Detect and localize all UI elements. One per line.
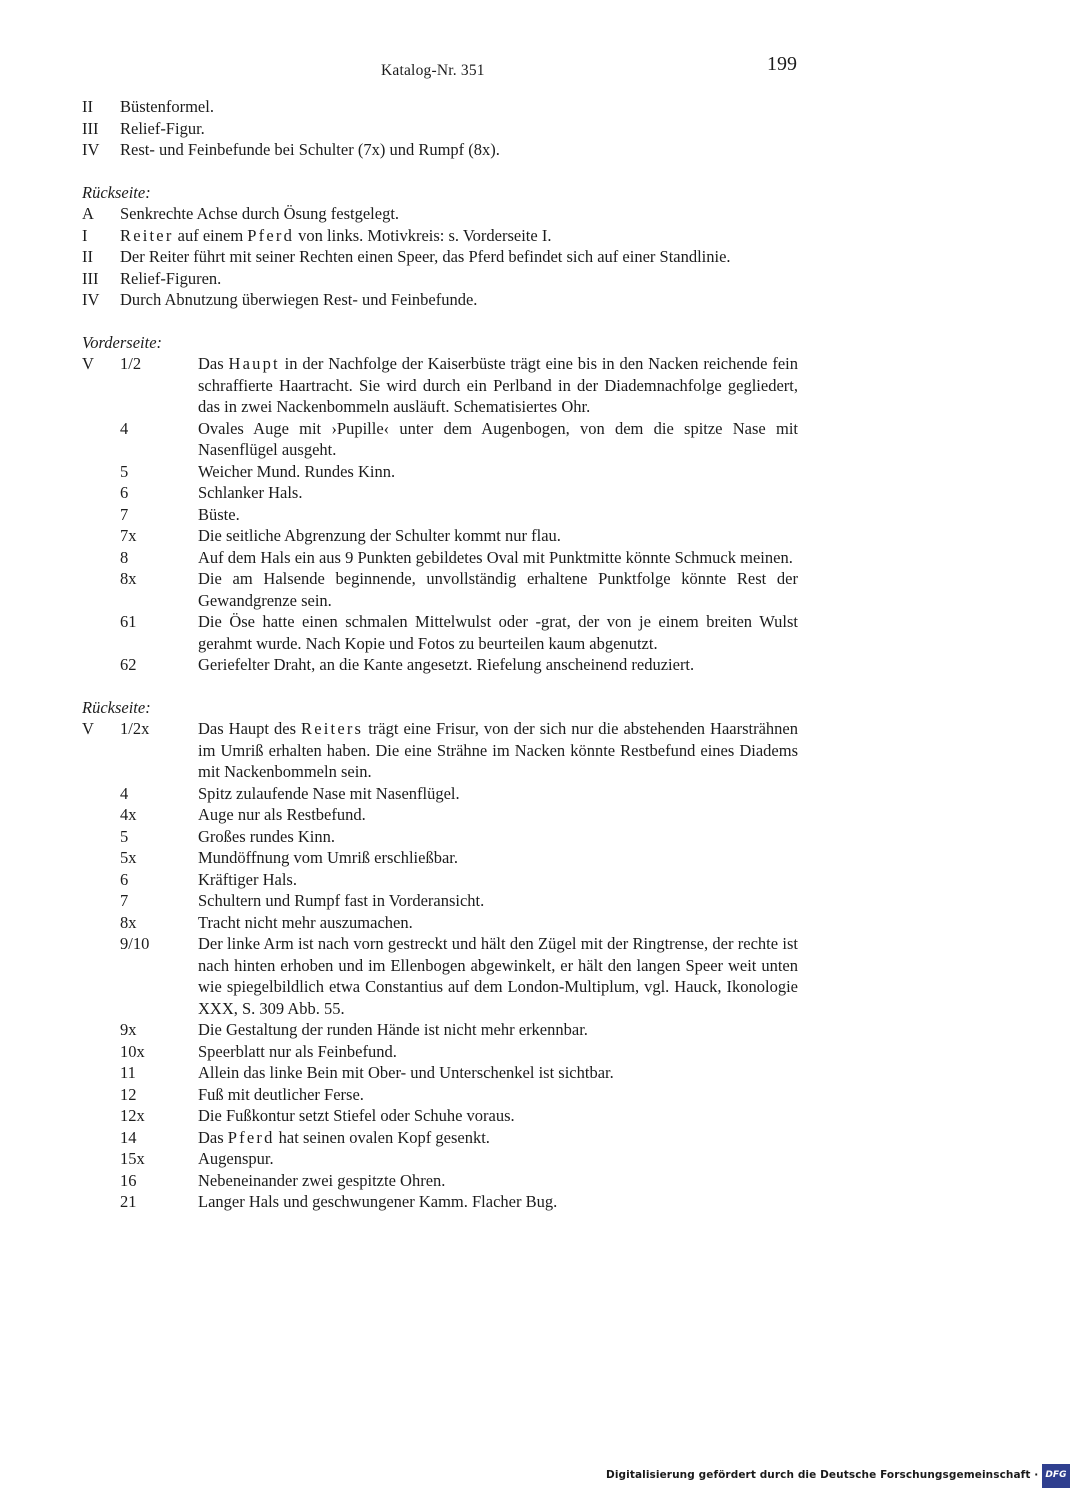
spaced-word: Haupt <box>228 354 280 373</box>
item-number: 21 <box>120 1192 137 1211</box>
item-text: Allein das linke Bein mit Ober- und Unterschenkel ist sichtbar. <box>198 1063 614 1082</box>
dfg-logo: DFG <box>1042 1464 1069 1488</box>
table-row <box>82 933 798 1019</box>
item-number: 6 <box>120 483 129 502</box>
catalog-number: Katalog-Nr. 351 <box>381 62 485 79</box>
item-number: 1/2x <box>120 719 150 738</box>
item-text: Geriefelter Draht, an die Kante angesetzt. Riefelung anscheinend reduziert. <box>198 655 695 674</box>
item-number: 10x <box>120 1041 145 1061</box>
table-row <box>82 1170 798 1192</box>
table-row <box>82 847 798 869</box>
reverse-general-list <box>82 203 798 311</box>
page-header <box>0 54 1000 84</box>
item-text: Die Fußkontur setzt Stiefel oder Schuhe voraus. <box>198 1106 515 1125</box>
spaced-word: Reiters <box>301 719 364 738</box>
item-number: 7x <box>120 526 137 545</box>
item-number: 16 <box>120 1170 137 1190</box>
item-number: 7 <box>120 891 129 910</box>
item-text: Der Reiter führt mit seiner Rechten einen Speer, das Pferd befindet sich auf einer Standlinie. <box>120 247 731 266</box>
item-text: Die seitliche Abgrenzung der Schulter kommt nur flau. <box>198 526 561 545</box>
item-number: 12 <box>120 1084 137 1104</box>
item-number: 9x <box>120 1020 137 1039</box>
item-text-pre: Das <box>198 1127 228 1147</box>
table-row <box>82 1148 798 1170</box>
table-row <box>82 912 798 934</box>
item-label: A <box>82 204 94 223</box>
item-label: V <box>82 719 94 738</box>
item-number: 4x <box>120 805 137 824</box>
list-item <box>82 96 798 118</box>
item-text: Relief-Figuren. <box>120 268 222 288</box>
item-text: Relief-Figur. <box>120 118 205 138</box>
item-number: 14 <box>120 1127 137 1147</box>
item-number: 9/10 <box>120 934 150 953</box>
table-row <box>82 611 798 654</box>
item-text-pre: Das <box>198 354 229 373</box>
item-text: Spitz zulaufende Nase mit Nasenflügel. <box>198 783 460 803</box>
table-row <box>82 482 798 504</box>
table-row <box>82 418 798 461</box>
table-row <box>82 504 798 526</box>
table-row <box>82 654 798 676</box>
table-row <box>82 1127 798 1149</box>
item-text: Großes rundes Kinn. <box>198 826 336 846</box>
item-text: Weicher Mund. Rundes Kinn. <box>198 461 396 481</box>
item-text: Die Gestaltung der runden Hände ist nicht mehr erkennbar. <box>198 1020 588 1039</box>
table-row <box>82 1084 798 1106</box>
item-text: Augenspur. <box>198 1149 274 1168</box>
item-text: Der linke Arm ist nach vorn gestreckt und hält den Zügel mit der Ringtrense, der rechte ist nach hinten erhoben und im Ellenbogen abgewinkelt, er hält den langen Speer weit unten wie spiegelbildlich etwa Constantius auf dem London-Multiplum, vgl. Hauck, Ikonologie XXX, S. 309 Abb. 55. <box>198 934 798 1018</box>
item-text: Büstenformel. <box>120 97 214 116</box>
item-label: V <box>82 354 94 373</box>
table-row <box>82 1062 798 1084</box>
item-text: Speerblatt nur als Feinbefund. <box>198 1041 397 1061</box>
intro-list <box>82 96 798 161</box>
item-text: Tracht nicht mehr auszumachen. <box>198 912 413 932</box>
item-text: trägt eine Frisur, von der sich nur die abstehenden Haarsträhnen im Umriß erhalten haben. Die eine Strähne im Nacken könnte Restbefund eines Diadems mit Nackenbommeln sein. <box>198 719 798 781</box>
digitization-credit <box>606 1464 1070 1488</box>
item-label: III <box>82 268 99 288</box>
item-number: 15x <box>120 1149 145 1168</box>
spaced-word: Pferd <box>247 225 295 245</box>
item-number: 12x <box>120 1106 145 1125</box>
page-number: 199 <box>767 53 797 75</box>
item-number: 7 <box>120 504 129 524</box>
item-number: 4 <box>120 783 129 803</box>
item-number: 6 <box>120 869 129 889</box>
item-text: Durch Abnutzung überwiegen Rest- und Feinbefunde. <box>120 290 478 309</box>
item-text: Nebeneinander zwei gespitzte Ohren. <box>198 1170 446 1190</box>
table-row <box>82 568 798 611</box>
item-number: 5x <box>120 848 137 867</box>
table-row <box>82 461 798 483</box>
list-item <box>82 225 798 247</box>
item-text: Die am Halsende beginnende, unvollständig erhaltene Punktfolge könnte Rest der Gewandgrenze sein. <box>198 569 798 610</box>
item-label: II <box>82 97 93 116</box>
table-row <box>82 525 798 547</box>
spaced-word: Pferd <box>227 1127 275 1147</box>
item-number: 62 <box>120 655 137 674</box>
item-text: Ovales Auge mit ›Pupille‹ unter dem Augenbogen, von dem die spitze Nase mit Nasenflügel ausgeht. <box>198 418 798 459</box>
item-label: I <box>82 225 88 245</box>
item-number: 5 <box>120 461 129 481</box>
item-label: II <box>82 247 93 266</box>
item-text: Auge nur als Restbefund. <box>198 805 366 824</box>
spaced-word: Reiter <box>120 225 174 245</box>
item-label: IV <box>82 290 100 309</box>
item-text: Kräftiger Hals. <box>198 869 297 889</box>
item-label: III <box>82 118 99 138</box>
table-row <box>82 353 798 418</box>
reverse-detail-list <box>82 718 798 1213</box>
footer-text: Digitalisierung gefördert durch die Deutsche Forschungsgemeinschaft · <box>606 1469 1039 1481</box>
item-text: in der Nachfolge der Kaiserbüste trägt eine bis in den Nacken reichende fein schraffierte Haartracht. Sie wird durch ein Perlband in der Diademnachfolge gegliedert, das in zwei Nackenbommeln ausläuft. Schematisiertes Ohr. <box>198 354 798 416</box>
list-item <box>82 246 798 268</box>
item-text: Schlanker Hals. <box>198 483 303 502</box>
table-row <box>82 1019 798 1041</box>
list-item <box>82 203 798 225</box>
item-text: von links. Motivkreis: s. Vorderseite I. <box>294 225 552 245</box>
item-text: Büste. <box>198 504 240 524</box>
item-number: 4 <box>120 418 129 438</box>
item-text: hat seinen ovalen Kopf gesenkt. <box>274 1127 490 1147</box>
obverse-detail-list <box>82 353 798 676</box>
list-item <box>82 289 798 311</box>
table-row <box>82 1105 798 1127</box>
item-text-mid: auf einem <box>173 225 248 245</box>
table-row <box>82 869 798 891</box>
item-text-pre: Das Haupt des <box>198 719 302 738</box>
table-row <box>82 1191 798 1213</box>
item-number: 8 <box>120 547 129 567</box>
item-text: Rest- und Feinbefunde bei Schulter (7x) und Rumpf (8x). <box>120 140 500 159</box>
item-number: 1/2 <box>120 354 142 373</box>
table-row <box>82 547 798 569</box>
item-number: 8x <box>120 569 137 588</box>
section-heading-obverse: Vorderseite: <box>82 332 163 352</box>
list-item <box>82 118 798 140</box>
catalog-entry <box>82 96 798 1213</box>
table-row <box>82 826 798 848</box>
table-row <box>82 804 798 826</box>
item-text: Die Öse hatte einen schmalen Mittelwulst oder -grat, der von je einem breiten Wulst gerahmt wurde. Nach Kopie und Fotos zu beurteilen kaum abgenutzt. <box>198 612 798 653</box>
item-text: Schultern und Rumpf fast in Vorderansicht. <box>198 891 485 910</box>
section-heading-reverse-detail: Rückseite: <box>82 697 151 717</box>
list-item <box>82 268 798 290</box>
item-text: Senkrechte Achse durch Ösung festgelegt. <box>120 204 400 223</box>
item-text: Mundöffnung vom Umriß erschließbar. <box>198 848 458 867</box>
table-row <box>82 783 798 805</box>
table-row <box>82 718 798 783</box>
list-item <box>82 139 798 161</box>
item-text: Fuß mit deutlicher Ferse. <box>198 1084 364 1104</box>
item-number: 8x <box>120 912 137 932</box>
item-label: IV <box>82 140 100 159</box>
item-text: Auf dem Hals ein aus 9 Punkten gebildetes Oval mit Punktmitte könnte Schmuck meinen. <box>198 547 793 567</box>
section-heading-reverse: Rückseite: <box>82 182 151 202</box>
item-number: 61 <box>120 612 137 631</box>
item-number: 5 <box>120 826 129 846</box>
item-text: Langer Hals und geschwungener Kamm. Flacher Bug. <box>198 1192 558 1211</box>
item-number: 11 <box>120 1063 136 1082</box>
table-row <box>82 890 798 912</box>
table-row <box>82 1041 798 1063</box>
